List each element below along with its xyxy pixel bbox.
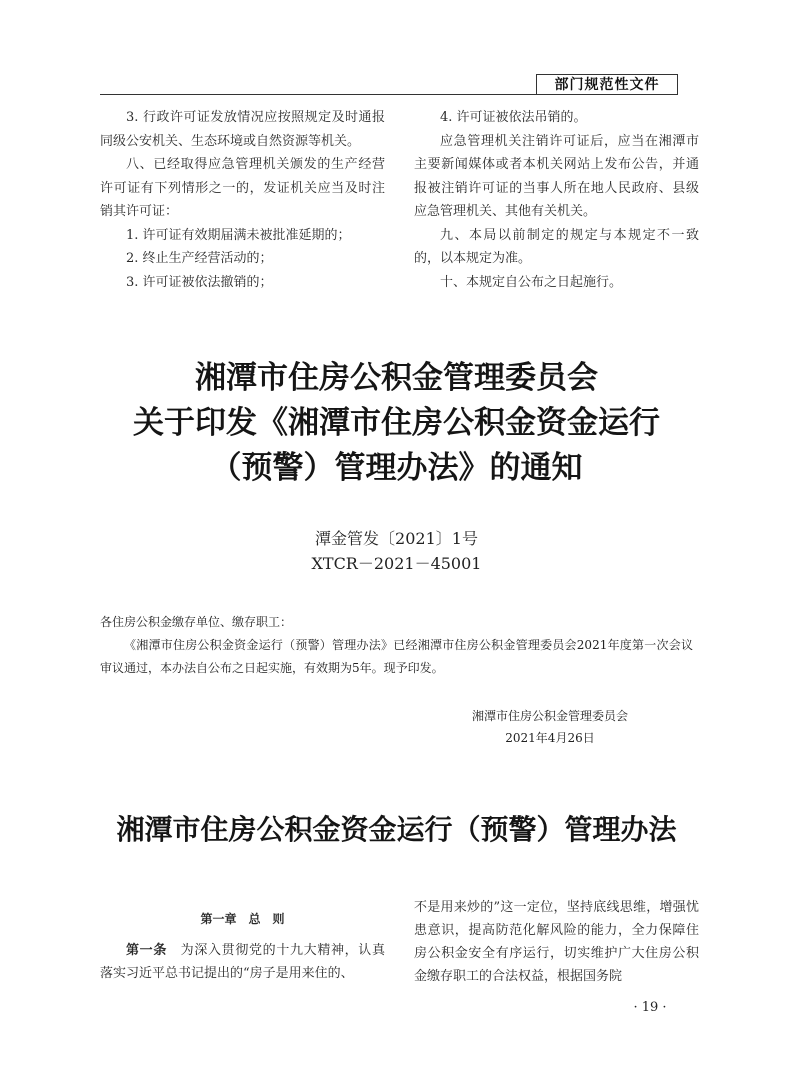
notice-paragraph: 《湘潭市住房公积金资金运行（预警）管理办法》已经湘潭市住房公积金管理委员会2021年度第一次会议审议通过，本办法自公布之日起实施，有效期为5年。现予印发。 xyxy=(100,638,693,675)
paragraph: 3. 行政许可证发放情况应按照规定及时通报同级公安机关、生态环境或自然资源等机关。 xyxy=(100,110,385,149)
article-continuation: 不是用来炒的”这一定位，坚持底线思维，增强忧患意识，提高防范化解风险的能力，全力保障住房公积金安全有序运行，切实维护广大住房公积金缴存职工的合法权益，根据国务院 xyxy=(414,900,699,984)
paragraph: 八、已经取得应急管理机关颁发的生产经营许可证有下列情形之一的，发证机关应当及时注销其许可证： xyxy=(100,157,385,219)
regulation-right-column xyxy=(414,896,699,988)
signature-org: 湘潭市住房公积金管理委员会 xyxy=(471,709,628,723)
signature-date: 2021年4月26日 xyxy=(505,731,595,745)
section-tag: 部门规范性文件 xyxy=(536,74,678,95)
article-text: 为深入贯彻党的十九大精神，认真落实习近平总书记提出的“房子是用来住的、 xyxy=(100,943,385,981)
regulation-title: 湘潭市住房公积金资金运行（预警）管理办法 xyxy=(116,813,677,846)
signature-block xyxy=(430,705,670,749)
top-left-column xyxy=(100,106,385,294)
notice-title-line: （预警）管理办法》的通知 xyxy=(210,450,583,486)
addressee: 各住房公积金缴存单位、缴存职工： xyxy=(100,615,293,629)
page-number: · 19 · xyxy=(633,1000,667,1015)
list-item: 3. 许可证被依法撤销的； xyxy=(126,274,273,290)
document-number: 潭金管发〔2021〕1号 xyxy=(315,529,478,548)
paragraph: 十、本规定自公布之日起施行。 xyxy=(440,274,623,290)
top-right-column xyxy=(414,106,699,294)
article-label: 第一条 xyxy=(126,943,167,958)
notice-title-line: 湘潭市住房公积金管理委员会 xyxy=(195,360,598,396)
notice-title-line: 关于印发《湘潭市住房公积金资金运行 xyxy=(133,405,660,441)
paragraph: 九、本局以前制定的规定与本规定不一致的，以本规定为准。 xyxy=(414,227,699,266)
paragraph: 应急管理机关注销许可证后，应当在湘潭市主要新闻媒体或者本机关网站上发布公告，并通报被注销许可证的当事人所在地人民政府、县级应急管理机关、其他有关机关。 xyxy=(414,133,699,219)
list-item: 1. 许可证有效期届满未被批准延期的； xyxy=(126,227,351,243)
document-code: XTCR－2021－45001 xyxy=(311,554,482,573)
list-item: 4. 许可证被依法吊销的。 xyxy=(440,110,587,125)
article-paragraph xyxy=(100,939,385,985)
document-number-block xyxy=(100,526,693,576)
chapter-heading: 第一章 总 则 xyxy=(200,912,285,926)
regulation-left-column xyxy=(100,896,385,985)
notice-body xyxy=(100,611,693,680)
notice-title xyxy=(80,356,713,491)
list-item: 2. 终止生产经营活动的； xyxy=(126,251,273,266)
